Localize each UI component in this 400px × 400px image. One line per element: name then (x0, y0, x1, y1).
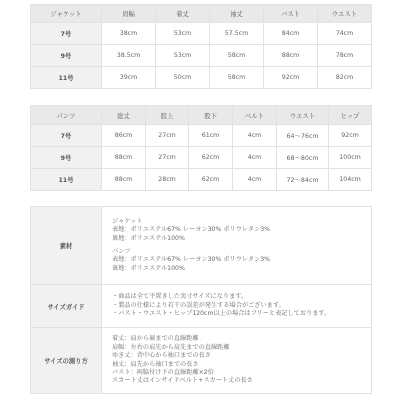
row-header: 7号 (31, 125, 102, 147)
pants-size-table (30, 105, 372, 191)
table-cell: 64〜76cm (277, 125, 329, 147)
table-cell: 28cm (146, 169, 189, 191)
table-cell: 58cm (210, 67, 264, 89)
table-header-row (31, 106, 372, 125)
column-header: 股上 (146, 106, 189, 125)
pants-material-title: パンツ (112, 248, 131, 255)
row-header: 11号 (31, 67, 102, 89)
table-cell: 86cm (102, 125, 146, 147)
pants-outer-material: 表地：ポリエステル67% レーヨン30% ポリウレタン3% (112, 256, 271, 264)
table-row (31, 147, 372, 169)
table-cell: 84cm (264, 23, 318, 45)
material-row (31, 207, 372, 285)
table-row (31, 125, 372, 147)
table-cell: 53cm (156, 23, 210, 45)
column-header: 袖丈 (210, 5, 264, 23)
size-guide-line: ・バスト・ウエスト・ヒップ120cm以上の場合はフリーと表記しております。 (112, 310, 331, 318)
size-guide-text (102, 285, 372, 328)
jacket-lining-material: 裏地：ポリエステル100% (112, 234, 185, 242)
table-row (31, 67, 372, 89)
size-guide-row (31, 285, 372, 328)
jacket-size-table (30, 4, 372, 89)
table-cell: 78cm (318, 45, 372, 67)
table-cell: 88cm (102, 169, 146, 191)
table-cell: 88cm (264, 45, 318, 67)
column-header: ベルト (233, 106, 277, 125)
column-header: ヒップ (329, 106, 372, 125)
measure-line: 袖丈：肩先から袖口までの長さ (112, 360, 199, 368)
jacket-outer-material: 表地：ポリエステル67% レーヨン30% ポリウレタン3% (112, 226, 271, 234)
table-cell: 100cm (329, 147, 372, 169)
column-header: ウエスト (318, 5, 372, 23)
table-cell: 50cm (156, 67, 210, 89)
measure-line: 肩幅：左右の肩先から肩先までの直線距離 (112, 343, 230, 351)
table-cell: 82cm (318, 67, 372, 89)
table-cell: 27cm (146, 147, 189, 169)
pants-lining-material: 裏地：ポリエステル100% (112, 264, 185, 272)
column-header: 着丈 (156, 5, 210, 23)
column-header: 股下 (189, 106, 233, 125)
table-cell: 62cm (189, 169, 233, 191)
table-cell: 68〜80cm (277, 147, 329, 169)
table-cell: 39cm (102, 67, 156, 89)
material-text (102, 207, 372, 285)
table-cell: 74cm (318, 23, 372, 45)
table-row (31, 169, 372, 191)
table-cell: 62cm (189, 147, 233, 169)
measure-line: 着丈：肩から裾までの直線距離 (112, 335, 199, 343)
table-cell: 88cm (102, 147, 146, 169)
table-header-row (31, 5, 372, 23)
row-header: 9号 (31, 45, 102, 67)
column-header: ウエスト (277, 106, 329, 125)
table-cell: 92cm (264, 67, 318, 89)
product-info-table (30, 206, 372, 394)
measure-line: ゆき丈：背中心から袖口までの長さ (112, 352, 211, 360)
table-cell: 53cm (156, 45, 210, 67)
table-cell: 4cm (233, 147, 277, 169)
column-header: 肩幅 (102, 5, 156, 23)
measure-text (102, 328, 372, 394)
table-row (31, 45, 372, 67)
size-guide-label: サイズガイド (31, 285, 102, 328)
table-cell: 92cm (329, 125, 372, 147)
size-guide-line: ・商品は全て平置きした実寸サイズになります。 (112, 293, 248, 301)
row-header: 7号 (31, 23, 102, 45)
table-cell: 104cm (329, 169, 372, 191)
table-cell: 27cm (146, 125, 189, 147)
column-header: パンツ (31, 106, 102, 125)
row-header: 9号 (31, 147, 102, 169)
table-cell: 58cm (210, 45, 264, 67)
table-cell: 57.5cm (210, 23, 264, 45)
material-label: 素材 (31, 207, 102, 285)
measure-line: スカート丈はインサイドベルト+スカート丈の長さ (112, 377, 253, 385)
jacket-material-title: ジャケット (112, 217, 143, 225)
column-header: 総丈 (102, 106, 146, 125)
measure-line: バスト：両脇付け下の直線距離×2倍 (112, 368, 214, 376)
measure-row (31, 328, 372, 394)
table-cell: 72〜84cm (277, 169, 329, 191)
table-cell: 61cm (189, 125, 233, 147)
table-cell: 4cm (233, 125, 277, 147)
table-row (31, 23, 372, 45)
row-header: 11号 (31, 169, 102, 191)
column-header: バスト (264, 5, 318, 23)
table-cell: 4cm (233, 169, 277, 191)
table-cell: 38cm (102, 23, 156, 45)
size-guide-line: ・製品の仕様により若干の誤差が発生する場合がございます。 (112, 301, 285, 309)
table-cell: 38.5cm (102, 45, 156, 67)
column-header: ジャケット (31, 5, 102, 23)
measure-label: サイズの測り方 (31, 328, 102, 394)
